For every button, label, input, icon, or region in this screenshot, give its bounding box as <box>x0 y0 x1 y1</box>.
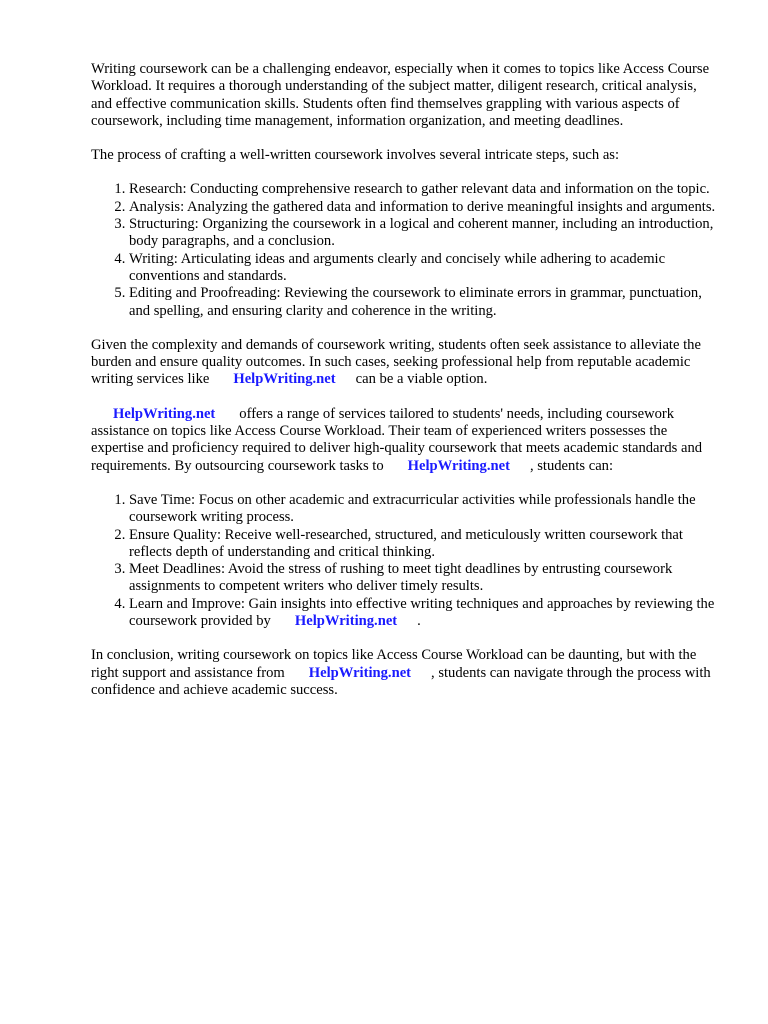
list-item: 4. Writing: Articulating ideas and arguments clearly and concisely while adhering to academic conventions and standards. <box>129 251 716 286</box>
list-item: 2. Ensure Quality: Receive well-researched, structured, and meticulously written coursework that reflects depth of understanding and critical thinking. <box>129 527 716 562</box>
list-item: 3. Structuring: Organizing the coursework in a logical and coherent manner, including an introduction, body paragraphs, and a conclusion. <box>129 216 716 251</box>
list-item: 2. Analysis: Analyzing the gathered data and information to derive meaningful insights and arguments. <box>129 199 716 216</box>
intro-paragraph: Writing coursework can be a challenging endeavor, especially when it comes to topics like Access Course Workload. It requires a thorough understanding of the subject matter, diligent research, critical analysis, and effective communication skills. Students often find themselves grappling with various aspects of coursework, including time management, information organization, and meeting deadlines. <box>91 61 710 129</box>
helpwriting-link[interactable]: HelpWriting.net <box>113 405 216 422</box>
assistance-text-end: can be a viable option. <box>355 371 488 388</box>
helpwriting-link[interactable]: HelpWriting.net <box>233 371 336 388</box>
services-text-end: , students can: <box>529 457 614 474</box>
services-paragraph <box>91 406 716 475</box>
helpwriting-link[interactable]: HelpWriting.net <box>294 613 398 630</box>
benefit-text-end: . <box>417 613 421 630</box>
assistance-text: Given the complexity and demands of coursework writing, students often seek assistance to alleviate the burden and ensure quality outcomes. In such cases, seeking professional help from reputable academic writing services like <box>91 336 701 388</box>
conclusion-paragraph <box>91 647 716 699</box>
benefits-list <box>91 492 716 630</box>
list-item: 5. Editing and Proofreading: Reviewing the coursework to eliminate errors in grammar, punctuation, and spelling, and ensuring clarity and coherence in the writing. <box>129 285 716 320</box>
list-item: 3. Meet Deadlines: Avoid the stress of rushing to meet tight deadlines by entrusting coursework assignments to competent writers who deliver timely results. <box>129 561 716 596</box>
helpwriting-link[interactable]: HelpWriting.net <box>308 664 412 681</box>
document-page <box>91 61 716 716</box>
services-text: offers a range of services tailored to students' needs, including coursework assistance on topics like Access Course Workload. Their team of experienced writers possesses the expertise and proficiency required to deliver high-quality coursework that meets academic standards and requirements. By outsourcing coursework tasks to <box>91 405 703 474</box>
list-item: 1. Save Time: Focus on other academic and extracurricular activities while professionals handle the coursework writing process. <box>129 492 716 527</box>
helpwriting-link[interactable]: HelpWriting.net <box>407 457 510 474</box>
steps-list <box>91 181 716 319</box>
process-paragraph: The process of crafting a well-written coursework involves several intricate steps, such as: <box>91 147 620 164</box>
conclusion-text-end: , students can navigate through the process with confidence and achieve academic success. <box>91 664 711 698</box>
conclusion-text: In conclusion, writing coursework on topics like Access Course Workload can be daunting, but with the right support and assistance from <box>91 647 697 681</box>
assistance-paragraph <box>91 337 716 389</box>
list-item <box>129 596 716 631</box>
list-item: 1. Research: Conducting comprehensive research to gather relevant data and information on the topic. <box>129 181 716 198</box>
benefit-text: Learn and Improve: Gain insights into effective writing techniques and approaches by reviewing the coursework provided by <box>129 595 715 630</box>
